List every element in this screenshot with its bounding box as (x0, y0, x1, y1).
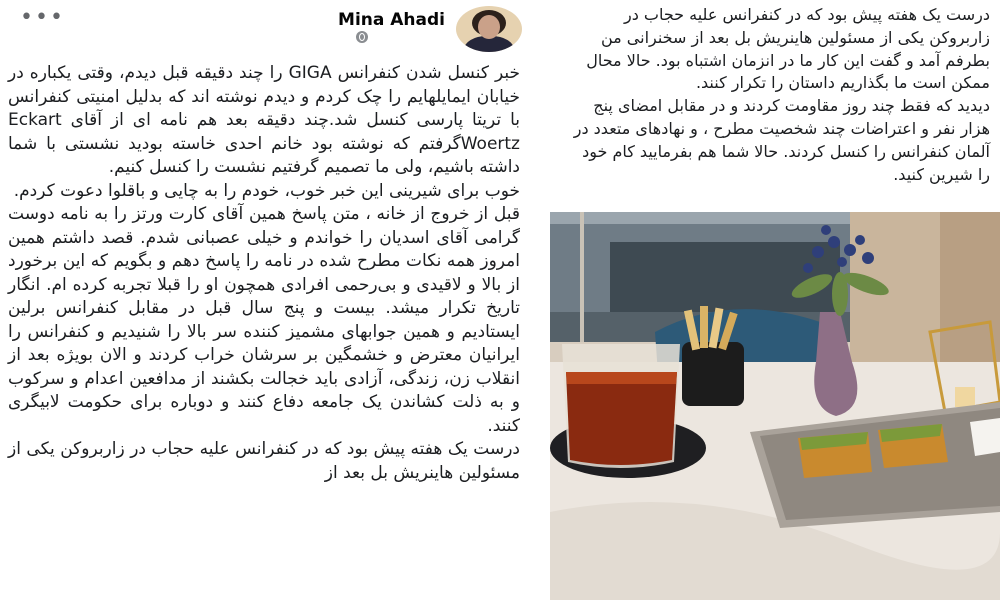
author-name[interactable]: Mina Ahadi (338, 10, 445, 30)
more-options-icon[interactable]: ••• (20, 5, 65, 30)
globe-icon (356, 31, 368, 43)
tea-baklava-photo (550, 212, 1000, 600)
post-paragraph: قبل از خروج از خانه ، متن پاسخ همین آقای کارت ورتز را به نامه دوست گرامی آقای اسدیان را خواندم و خیلی عصبانی شدم. قصد داشتم همین امروز همه نکات مطرح شده در نامه را پاسخ دهم و بگویم که این برخورد از بالا و لاقیدی و بی‌رحمی افرادی همچون او را قبلا تجربه کرده ام. انگار تاریخ تکرار میشد. بیست و پنج سال قبل در مقابل کنفرانس برلین ایستادیم و همین جوابهای مشمیز کننده سر بالا را شنیدیم و کنفرانس را ایرانیان معترض و خشمگین بر سرشان خراب کردند و الان بویژه بعد از انقلاب زن، زندگی، آزادی باید خجالت بکشند از مدافعین اعدام و سرکوب و به ذلت کشاندن یک جامعه دفاع کنند و دوباره برای حکومت لابیگری کنند. (8, 204, 520, 436)
post-photo[interactable] (550, 212, 1000, 600)
post-continuation (550, 0, 1000, 600)
post-paragraph: خبر کنسل شدن کنفرانس GIGA را چند دقیقه قبل دیدم، وقتی یکباره در خیابان ایمایلهایم را چک کردم و دیدم نوشته اند که بدلیل امنیتی کنفرانس با تریتا پارسی کنسل شد.چند دقیقه بعد هم نامه ای از آقای Eckart Woertzگرفتم که نوشته بود خانم احدی خاسته بودید نشستی با شما داشته باشیم، ولی ما تصمیم گرفتیم نشست را کنسل کنیم. (8, 63, 520, 177)
continuation-paragraph: دیدید که فقط چند روز مقاومت کردند و در مقابل امضای پنج هزار نفر و اعتراضات چند شخصیت مطرح ، و نهادهای متعدد در آلمان کنفرانس را کنسل کردند. حالا شما هم بفرمایید کام خود را شیرین کنید. (573, 96, 990, 184)
post-body (8, 62, 520, 485)
continuation-paragraph: درست یک هفته پیش بود که در کنفرانس علیه حجاب در زاربروکن یکی از مسئولین هاینریش بل بعد از سخنرانی من بطرفم آمد و گفت این کار ما در انزمان اشتباه بود. حالا محال ممکن است ما بگذاریم داستان را تکرار کنند. (586, 5, 990, 93)
avatar[interactable] (456, 6, 522, 52)
continuation-body (572, 4, 990, 186)
divider (540, 0, 550, 600)
post-paragraph: درست یک هفته پیش بود که در کنفرانس علیه حجاب در زاربروکن یکی از مسئولین هاینریش بل بعد از (8, 439, 520, 483)
post-paragraph: خوب برای شیرینی این خبر خوب، خودم را به چایی و باقلوا دعوت کردم. (13, 180, 520, 201)
